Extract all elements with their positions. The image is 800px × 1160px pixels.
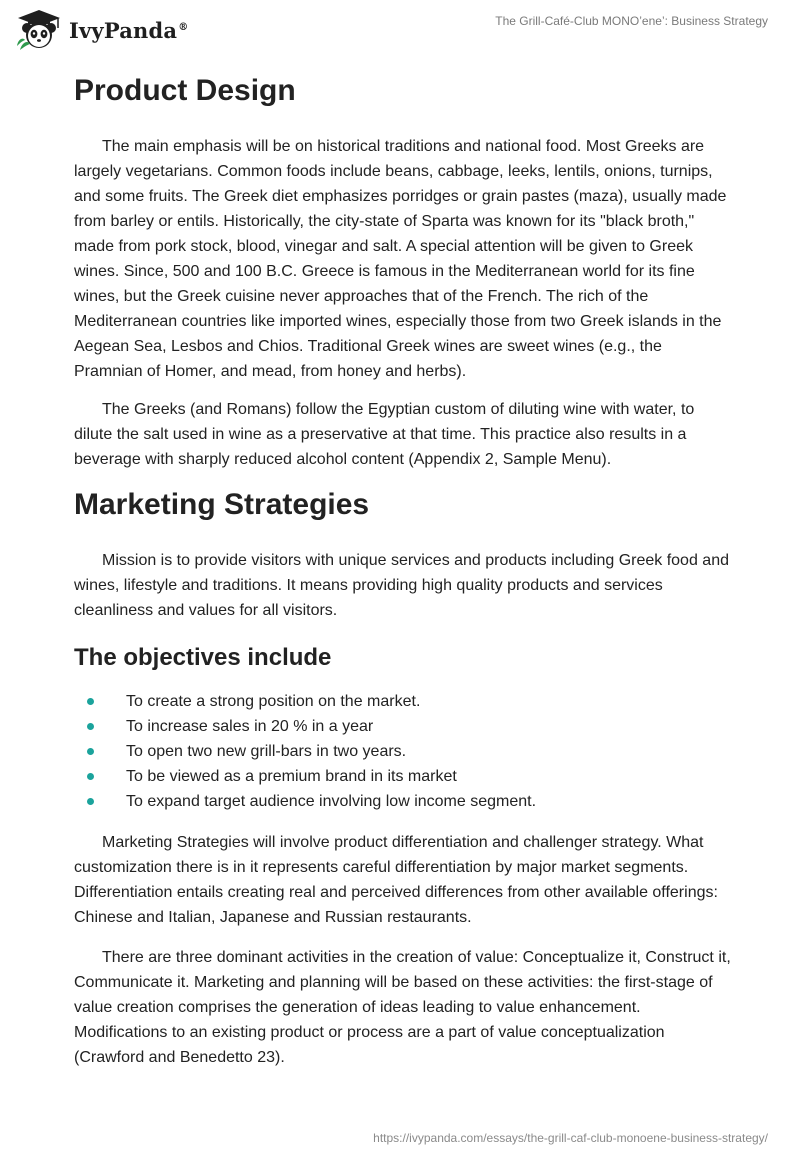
list-item: To open two new grill-bars in two years.	[74, 739, 734, 764]
paragraph: Marketing Strategies will involve product differentiation and challenger strategy. What customization there is in it represents careful differentiation by major market segments. Differentiation entails creating real and perceived differences from other available offerings: Chinese and Italian, Japanese and Russian restaurants.	[74, 834, 718, 926]
source-url[interactable]: https://ivypanda.com/essays/the-grill-caf-club-monoene-business-strategy/	[373, 1131, 768, 1145]
bullet-icon	[87, 773, 94, 780]
bullet-icon	[87, 698, 94, 705]
list-item: To create a strong position on the market.	[74, 689, 734, 714]
essay-content	[74, 72, 734, 1070]
paragraph: There are three dominant activities in the creation of value: Conceptualize it, Construct it, Communicate it. Marketing and planning will be based on these activities: the first-stage of value creation comprises the generation of ideas leading to value enhancement. Modifications to an existing product or process are a part of value conceptualization (Crawford and Benedetto 23).	[74, 949, 731, 1066]
heading-objectives: The objectives include	[74, 644, 332, 671]
list-item: To be viewed as a premium brand in its market	[74, 764, 734, 789]
bullet-icon	[87, 748, 94, 755]
ivypanda-logo[interactable]	[14, 8, 188, 52]
document-title: The Grill-Café-Club MONO’ene’: Business Strategy	[495, 14, 768, 28]
list-item: To expand target audience involving low income segment.	[74, 789, 734, 814]
heading-marketing-strategies: Marketing Strategies	[74, 488, 370, 521]
objectives-list	[74, 689, 734, 814]
paragraph: Mission is to provide visitors with unique services and products including Greek food and wines, lifestyle and traditions. It means providing high quality products and services cleanliness and values for all visitors.	[74, 552, 729, 619]
list-item: To increase sales in 20 % in a year	[74, 714, 734, 739]
page-header	[0, 0, 800, 60]
brand-name: IvyPanda®	[69, 17, 189, 43]
paragraph: The Greeks (and Romans) follow the Egyptian custom of diluting wine with water, to dilute the salt used in wine as a preservative at that time. This practice also results in a beverage with sharply reduced alcohol content (Appendix 2, Sample Menu).	[74, 401, 695, 468]
bullet-icon	[87, 723, 94, 730]
paragraph: The main emphasis will be on historical traditions and national food. Most Greeks are largely vegetarians. Common foods include beans, cabbage, leeks, lentils, onions, turnips, and some fruits. The Greek diet emphasizes porridges or grain pastes (maza), usually made from barley or entils. Historically, the city-state of Sparta was known for its "black broth," made from pork stock, blood, vinegar and salt. A special attention will be given to Greek wines. Since, 500 and 100 B.C. Greece is famous in the Mediterranean world for its fine wines, but the Greek cuisine never approaches that of the French. The rich of the Mediterranean countries like imported wines, especially those from two Greek islands in the Aegean Sea, Lesbos and Chios. Traditional Greek wines are sweet wines (e.g., the Pramnian of Homer, and mead, from honey and herbs).	[74, 138, 727, 380]
panda-graduate-icon	[14, 8, 64, 52]
bullet-icon	[87, 798, 94, 805]
heading-product-design: Product Design	[74, 74, 296, 107]
